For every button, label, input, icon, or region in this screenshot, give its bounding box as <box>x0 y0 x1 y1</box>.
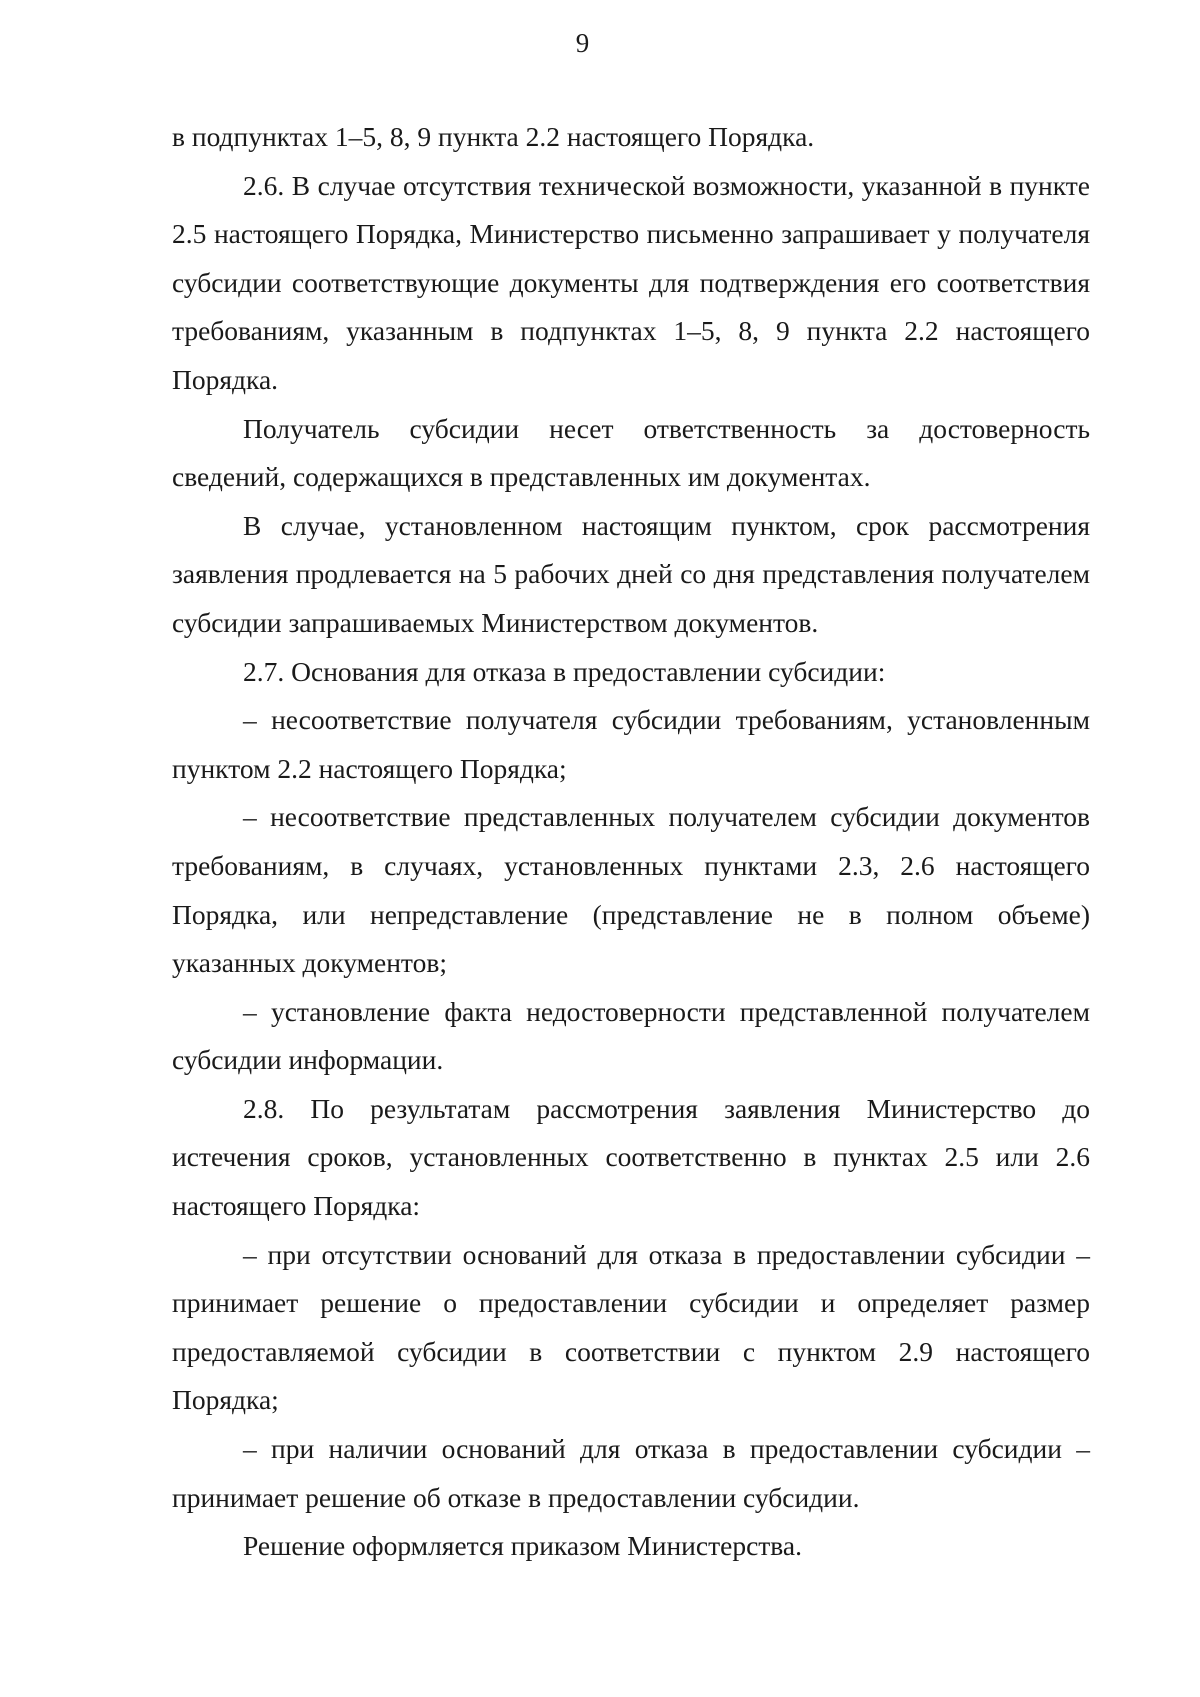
paragraph: В случае, установленном настоящим пунктом, срок рассмотрения заявления продлевается на 5 рабочих дней со дня представления получателем субсидии запрашиваемых Министерством документов. <box>172 509 1090 638</box>
paragraph: 2.6. В случае отсутствия технической возможности, указанной в пункте 2.5 настоящего Порядка, Министерство письменно запрашивает у получателя субсидии соответствующие документы для подтверждения его соответствия требованиям, указанным в подпунктах 1–5, 8, 9 пункта 2.2 настоящего Порядка. <box>172 169 1090 395</box>
paragraph: 2.8. По результатам рассмотрения заявления Министерство до истечения сроков, установленных соответственно в пунктах 2.5 или 2.6 настоящего Порядка: <box>172 1092 1090 1222</box>
paragraph: – установление факта недостоверности представленной получателем субсидии информации. <box>172 995 1090 1076</box>
paragraph: – при отсутствии оснований для отказа в предоставлении субсидии – принимает решение о предоставлении субсидии и определяет размер предоставляемой субсидии в соответствии с пунктом 2.9 настоящего Порядка; <box>172 1238 1090 1416</box>
document-body <box>172 113 1090 1571</box>
paragraph: 2.7. Основания для отказа в предоставлении субсидии: <box>243 655 886 687</box>
paragraph: Получатель субсидии несет ответственность за достоверность сведений, содержащихся в представленных им документах. <box>172 412 1090 493</box>
paragraph: – при наличии оснований для отказа в предоставлении субсидии – принимает решение об отказе в предоставлении субсидии. <box>172 1433 1090 1513</box>
page-number: 9 <box>575 28 590 58</box>
paragraph: в подпунктах 1–5, 8, 9 пункта 2.2 настоящего Порядка. <box>172 121 815 152</box>
paragraph: – несоответствие представленных получателем субсидии документов требованиям, в случаях, установленных пунктами 2.3, 2.6 настоящего Порядка, или непредставление (представление не в полном объеме) указанных документов; <box>172 801 1090 979</box>
paragraph: Решение оформляется приказом Министерства. <box>243 1530 802 1562</box>
paragraph: – несоответствие получателя субсидии требованиям, установленным пунктом 2.2 настоящего Порядка; <box>172 704 1090 784</box>
